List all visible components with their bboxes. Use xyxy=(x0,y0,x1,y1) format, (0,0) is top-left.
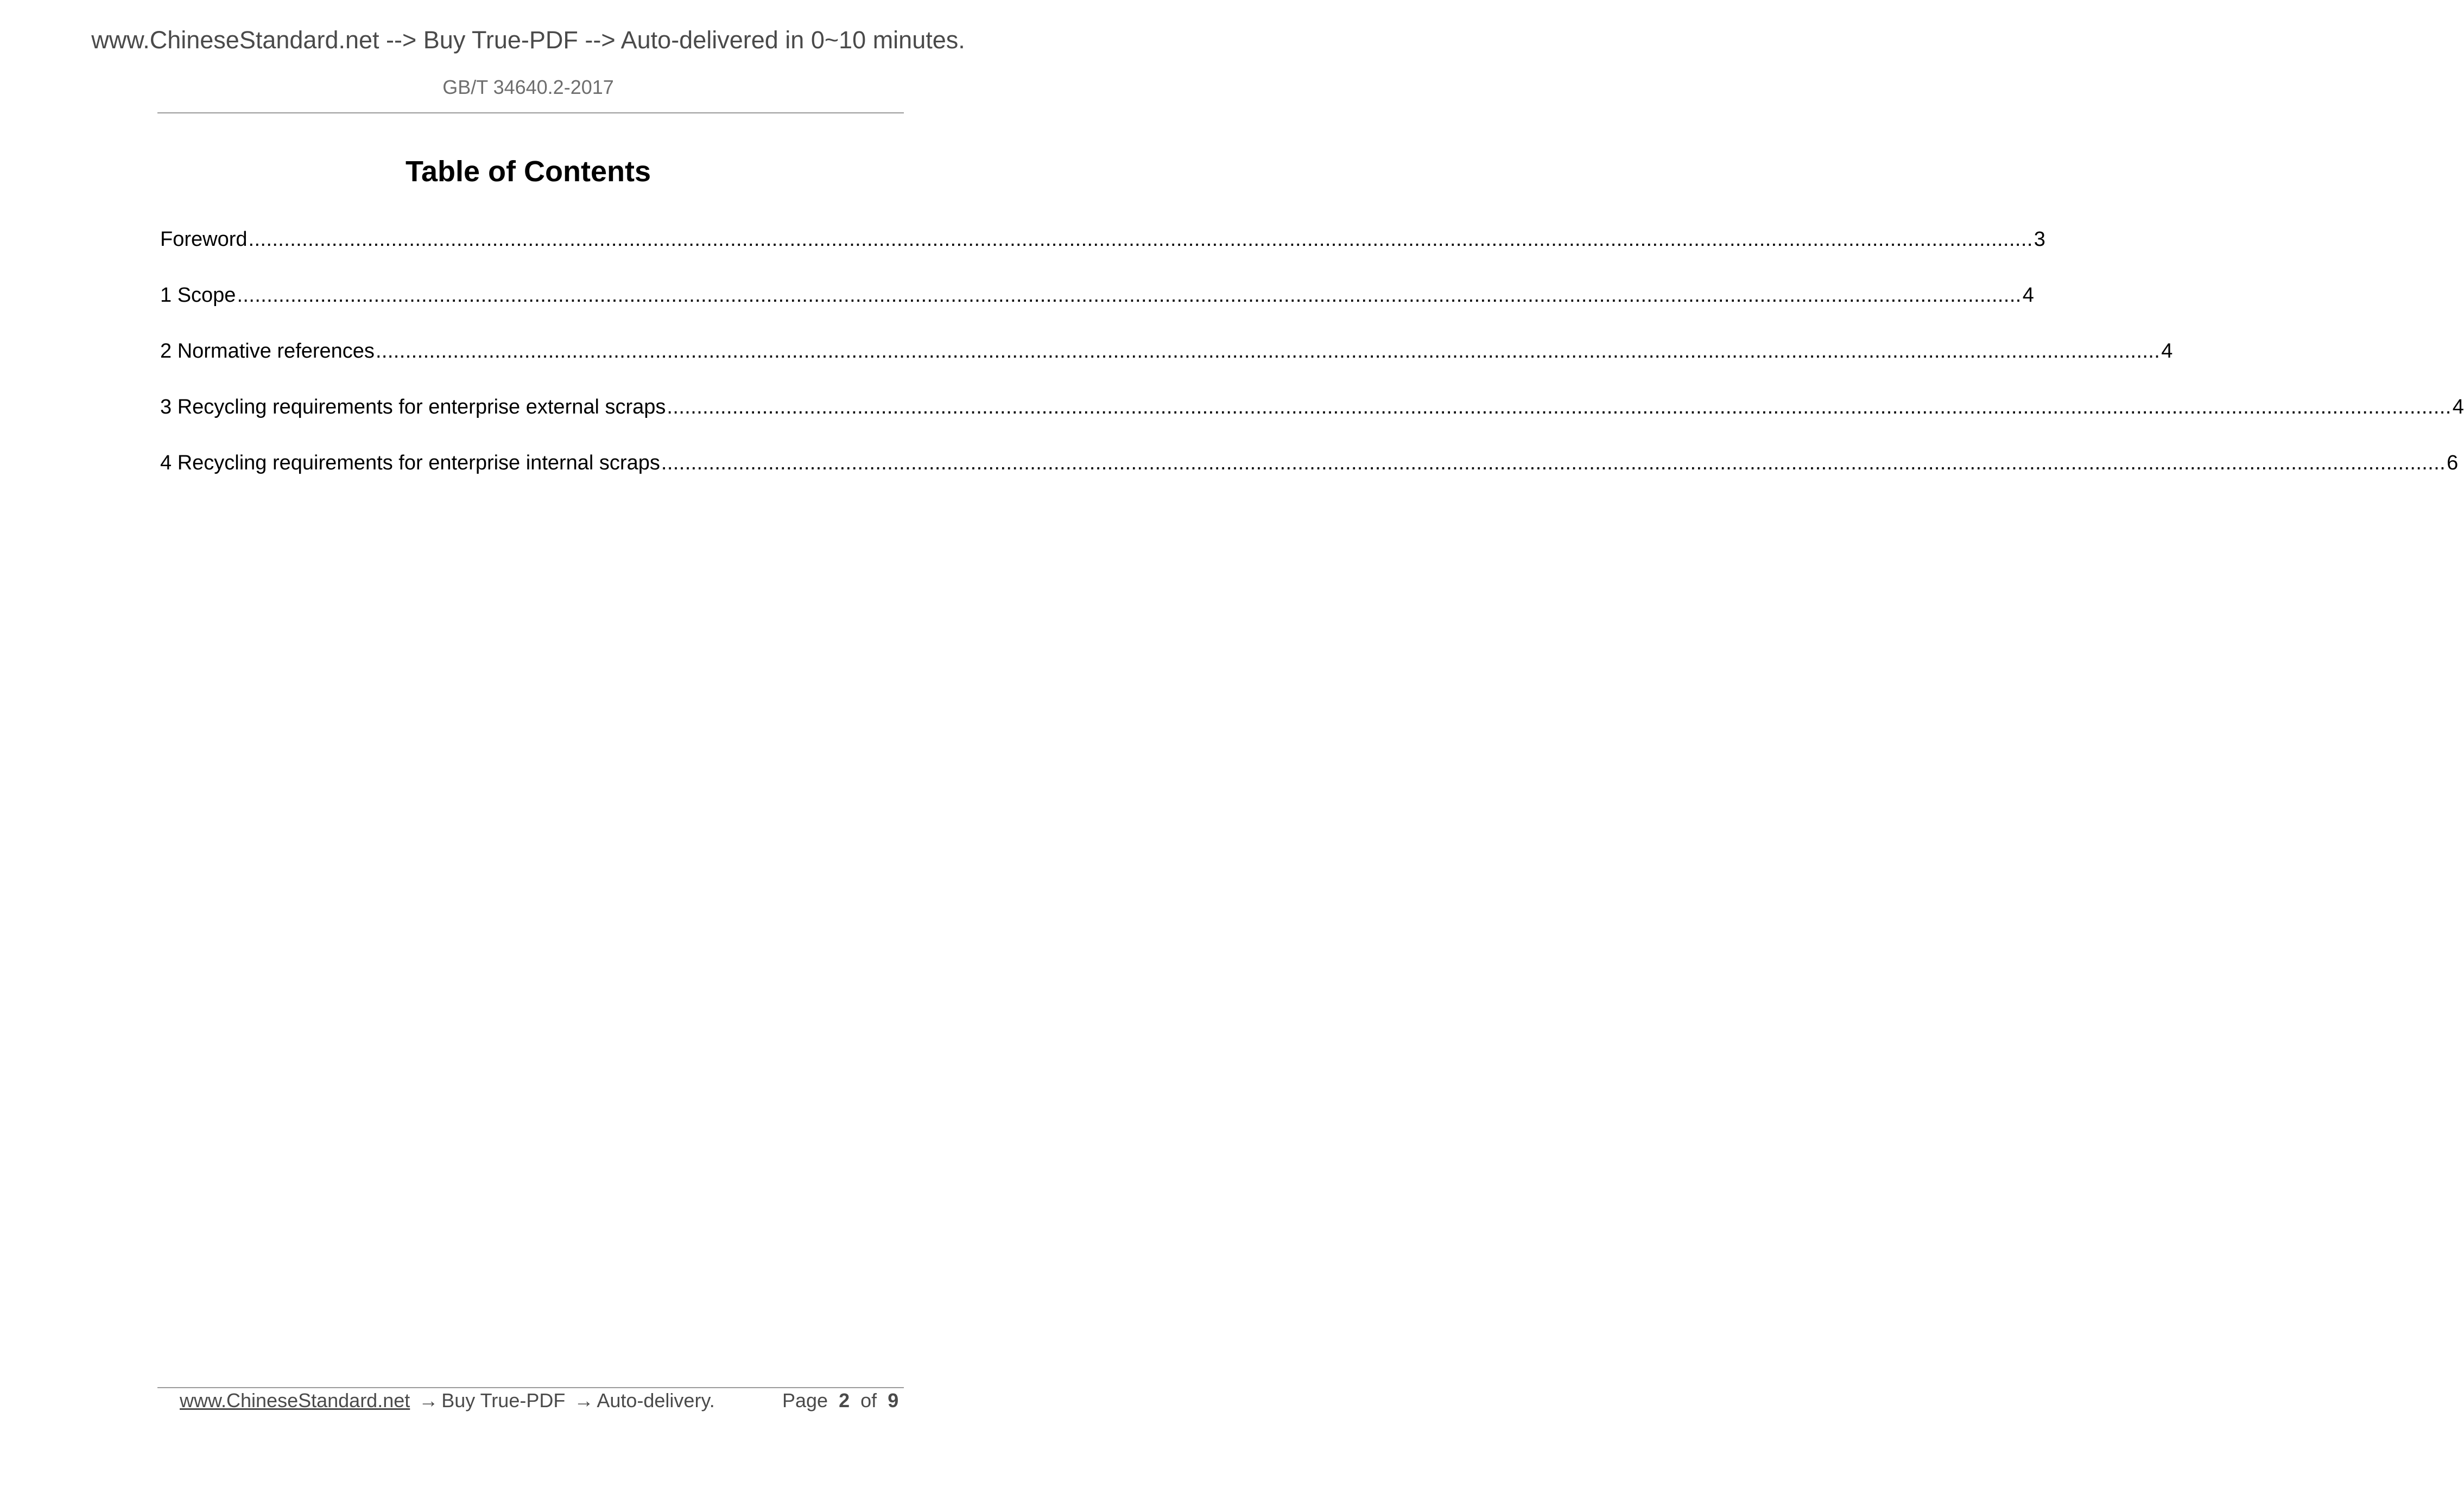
toc-dot-leader: ............................................................................................................................................................................................................................................................................................................ xyxy=(375,340,2161,363)
of-word: of xyxy=(860,1389,877,1412)
toc-dot-leader: ............................................................................................................................................................................................................................................................................................................ xyxy=(661,452,2446,474)
page-number xyxy=(782,1389,898,1412)
toc-entry-page: 3 xyxy=(2034,228,2045,251)
toc-entry-label: 3 Recycling requirements for enterprise external scraps xyxy=(160,396,666,418)
page-word: Page xyxy=(782,1389,828,1412)
header-divider xyxy=(157,112,904,113)
top-banner: www.ChineseStandard.net --> Buy True-PDF --> Auto-delivered in 0~10 minutes. xyxy=(91,26,965,54)
toc-entry-label: 1 Scope xyxy=(160,284,236,307)
toc-entry-label: Foreword xyxy=(160,228,248,251)
footer-buy-text: Buy True-PDF xyxy=(441,1389,566,1412)
total-pages: 9 xyxy=(888,1389,899,1412)
toc-entry-external-scraps[interactable] xyxy=(160,396,2464,452)
toc-entry-scope[interactable] xyxy=(160,284,2034,340)
toc-entry-internal-scraps[interactable] xyxy=(160,452,2459,507)
toc-list xyxy=(160,228,2464,507)
footer-site-link[interactable]: www.ChineseStandard.net xyxy=(180,1389,410,1412)
toc-dot-leader: ............................................................................................................................................................................................................................................................................................................ xyxy=(237,284,2022,307)
toc-entry-page: 4 xyxy=(2452,396,2464,418)
toc-title: Table of Contents xyxy=(406,155,651,188)
toc-dot-leader: ............................................................................................................................................................................................................................................................................................................ xyxy=(667,396,2452,418)
footer-divider xyxy=(157,1387,904,1388)
toc-dot-leader: ............................................................................................................................................................................................................................................................................................................ xyxy=(248,228,2033,251)
footer-delivery-text: Auto-delivery. xyxy=(597,1389,715,1412)
arrow-right-icon: → xyxy=(574,1389,594,1412)
toc-entry-page: 4 xyxy=(2022,284,2034,307)
footer-promo xyxy=(180,1389,715,1412)
toc-entry-label: 4 Recycling requirements for enterprise internal scraps xyxy=(160,452,660,474)
toc-entry-page: 4 xyxy=(2161,340,2173,363)
toc-entry-normative-references[interactable] xyxy=(160,340,2173,396)
toc-entry-foreword[interactable] xyxy=(160,228,2045,284)
current-page: 2 xyxy=(839,1389,850,1412)
arrow-right-icon: → xyxy=(419,1389,439,1412)
toc-entry-label: 2 Normative references xyxy=(160,340,375,363)
toc-entry-page: 6 xyxy=(2447,452,2459,474)
document-code: GB/T 34640.2-2017 xyxy=(442,76,614,98)
